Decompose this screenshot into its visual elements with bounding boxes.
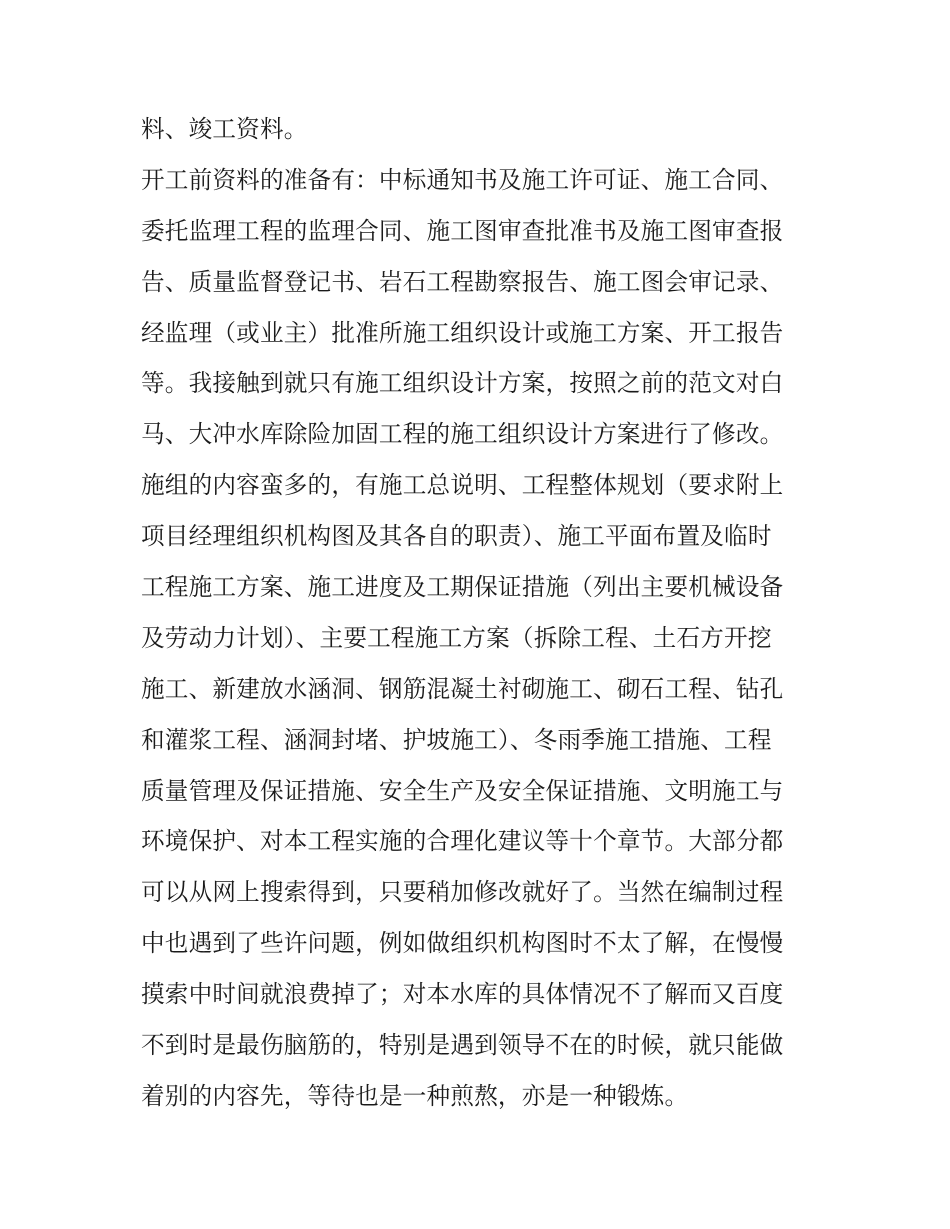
text-line: 施组的内容蛮多的，有施工总说明、工程整体规划（要求附上 (141, 471, 784, 500)
text-line: 及劳动力计划）、主要工程施工方案（拆除工程、土石方开挖 (141, 623, 772, 652)
text-line: 委托监理工程的监理合同、施工图审查批准书及施工图审查报 (141, 216, 784, 245)
text-line: 工程施工方案、施工进度及工期保证措施（列出主要机械设备 (141, 573, 784, 602)
body-text (141, 110, 821, 1128)
text-line: 环境保护、对本工程实施的合理化建议等十个章节。大部分都 (141, 827, 784, 856)
text-line: 着别的内容先，等待也是一种煎熬，亦是一种锻炼。 (141, 1081, 689, 1110)
text-line: 和灌浆工程、涵洞封堵、护坡施工）、冬雨季施工措施、工程 (141, 725, 772, 754)
text-line: 项目经理组织机构图及其各自的职责）、施工平面布置及临时 (141, 522, 772, 551)
text-line: 等。我接触到就只有施工组织设计方案，按照之前的范文对白 (141, 369, 784, 398)
text-line: 摸索中时间就浪费掉了；对本水库的具体情况不了解而又百度 (141, 980, 784, 1009)
text-line: 告、质量监督登记书、岩石工程勘察报告、施工图会审记录、 (141, 267, 784, 296)
text-line: 中也遇到了些许问题，例如做组织机构图时不太了解，在慢慢 (141, 929, 784, 958)
text-line: 经监理（或业主）批准所施工组织设计或施工方案、开工报告 (141, 318, 784, 347)
text-line: 马、大冲水库除险加固工程的施工组织设计方案进行了修改。 (141, 420, 784, 449)
text-line: 施工、新建放水涵洞、钢筋混凝土衬砌施工、砌石工程、钻孔 (141, 674, 784, 703)
text-line: 可以从网上搜索得到，只要稍加修改就好了。当然在编制过程 (141, 878, 784, 907)
text-line: 质量管理及保证措施、安全生产及安全保证措施、文明施工与 (141, 776, 784, 805)
text-line: 不到时是最伤脑筋的，特别是遇到领导不在的时候，就只能做 (141, 1031, 784, 1060)
text-line: 料、竣工资料。 (141, 115, 308, 143)
text-line: 开工前资料的准备有：中标通知书及施工许可证、施工合同、 (141, 165, 784, 194)
